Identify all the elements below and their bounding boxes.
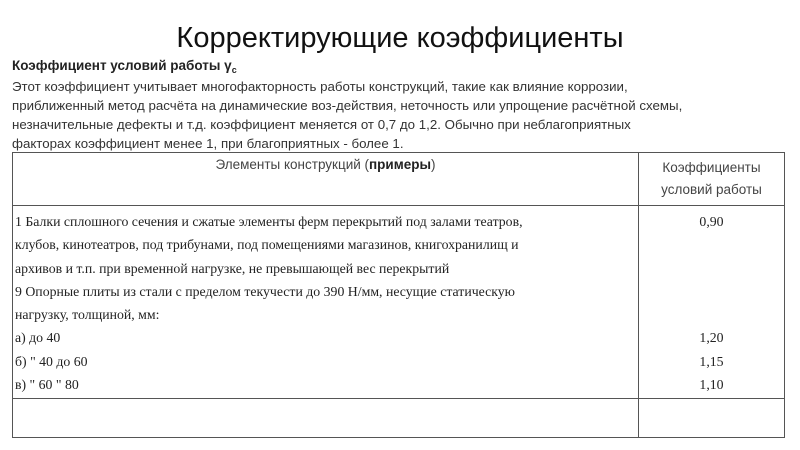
header-elements-suffix: ) [431, 157, 436, 172]
table-header-row [13, 153, 785, 206]
table-row [13, 206, 785, 399]
header-elements-cell [13, 153, 639, 206]
empty-cell [639, 399, 785, 438]
header-coefficients-line1: Коэффициенты [662, 160, 761, 175]
element-line: архивов и т.п. при временной нагрузке, не превышающей вес перекрытий [15, 260, 450, 276]
header-coefficients-cell [639, 153, 785, 206]
empty-table-row [13, 399, 785, 438]
gamma-subscript: c [231, 65, 237, 75]
coefficients-table [12, 152, 785, 438]
coefficient-value: 0,90 [699, 214, 724, 229]
element-line: 1 Балки сплошного сечения и сжатые элементы ферм перекрытий под залами театров, [15, 214, 523, 229]
coefficient-value: 1,10 [699, 377, 724, 393]
coefficient-heading-text: Коэффициент условий работы γ [12, 58, 232, 73]
values-cell [639, 206, 785, 399]
page-title: Корректирующие коэффициенты [176, 22, 624, 54]
coefficient-heading [12, 58, 237, 75]
intro-line: приближенный метод расчёта на динамические воз-действия, неточность или упрощение расчётной схемы, [12, 98, 683, 113]
element-line: нагрузку, толщиной, мм: [15, 307, 160, 323]
coefficient-value: 1,20 [699, 330, 724, 346]
element-line: а) до 40 [15, 330, 61, 346]
header-elements-prefix: Элементы конструкций ( [215, 157, 370, 172]
intro-line: факторах коэффициент менее 1, при благоприятных - более 1. [12, 136, 404, 151]
intro-line: Этот коэффициент учитывает многофакторность работы конструкций, такие как влияние коррозии, [12, 79, 628, 94]
elements-cell [13, 206, 639, 399]
coefficient-value [639, 257, 784, 280]
header-coefficients-line2: условий работы [661, 182, 762, 197]
coefficient-value [639, 303, 784, 326]
coefficient-value [639, 280, 784, 303]
intro-line: незначительные дефекты и т.д. коэффициент меняется от 0,7 до 1,2. Обычно при неблагоприятных [12, 117, 631, 132]
empty-cell [13, 399, 639, 438]
intro-paragraph [12, 77, 792, 153]
header-elements-bold: примеры [369, 157, 432, 172]
coefficient-value [639, 233, 784, 256]
element-line: 9 Опорные плиты из стали с пределом текучести до 390 Н/мм, несущие статическую [15, 283, 515, 299]
element-line: б) " 40 до 60 [15, 353, 88, 369]
element-line: клубов, кинотеатров, под трибунами, под помещениями магазинов, книгохранилищ и [15, 237, 519, 253]
coefficient-value: 1,15 [699, 353, 724, 369]
element-line: в) " 60 " 80 [15, 377, 79, 393]
